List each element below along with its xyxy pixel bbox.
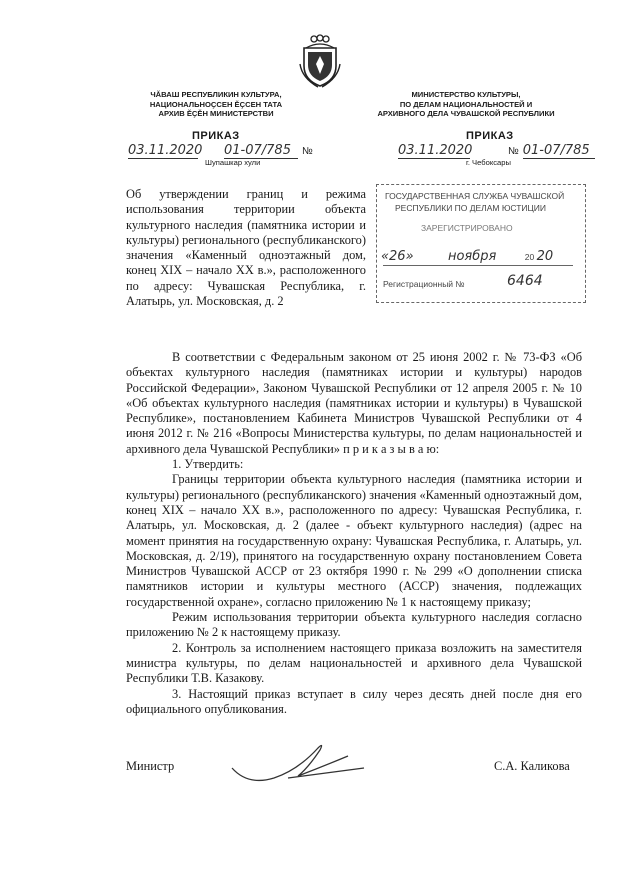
stamp-line-2: РЕСПУБЛИКИ ПО ДЕЛАМ ЮСТИЦИИ <box>395 203 547 213</box>
stamp-year: 20 <box>536 249 554 264</box>
stamp-line-3: ЗАРЕГИСТРИРОВАНО <box>421 223 513 233</box>
header-left-organization <box>106 90 326 119</box>
stamp-year-prefix: 20 <box>524 252 535 262</box>
body-paragraph: 2. Контроль за исполнением настоящего приказа возложить на заместителя министра культуры, по делам национальностей и архивного дела Чувашской Республики Т.В. Казакову. <box>126 640 582 686</box>
stamp-date-row <box>381 249 577 264</box>
header-left-line: АРХИВ ӖҪӖН МИНИСТЕРСТВИ <box>158 109 274 118</box>
stamp-day: «26» <box>381 249 414 264</box>
header-left-number: 01-07/785 <box>224 143 298 159</box>
chuvash-emblem-icon <box>298 34 342 88</box>
header-right-line: МИНИСТЕРСТВО КУЛЬТУРЫ, <box>411 90 521 99</box>
handwritten-signature-icon <box>228 738 370 788</box>
stamp-month: ноября <box>447 249 497 264</box>
header-right-number-sign: № <box>508 146 519 157</box>
header-left-line: НАЦИОНАЛЬНОҪСЕН ӖҪСЕН ТАТА <box>149 99 283 109</box>
body-paragraph: 1. Утвердить: <box>172 457 244 472</box>
header-left-number-sign: № <box>302 146 313 157</box>
header-right-city: г. Чебоксары <box>466 158 511 167</box>
signature-title: Министр <box>126 759 175 773</box>
body-paragraph: Режим использования территории объекта культурного наследия согласно приложению № 2 к настоящему приказу. <box>126 610 582 640</box>
header-left-date-row <box>128 141 333 159</box>
body-paragraph: Границы территории объекта культурного наследия (памятника истории и культуры) регионального (республиканского) значения «Каменный одноэтажный дом, конец XIX – начало XX в.», расположенного по адресу: Чувашская Республика, г. Алатырь, ул. Московская, д. 2 (далее - объект культурного наследия) (адрес на момент принятия на государственную охрану: Чувашская Республика, г. Алатырь, ул. Московская, д. 2/19), принятого на государственную охрану постановлением Совета Министров Чувашской АССР от 23 октября 1990 г. № 299 «О дополнении списка памятников истории и культуры местного (АССР) значения, подлежащих государственной охране», согласно приложению № 1 к настоящему приказу; <box>126 472 582 609</box>
header-right-line: ПО ДЕЛАМ НАЦИОНАЛЬНОСТЕЙ И <box>399 99 533 109</box>
header-right-date-row <box>398 141 598 159</box>
header-right-date: 03.11.2020 <box>398 143 473 158</box>
header-left-date: 03.11.2020 <box>128 143 203 158</box>
stamp-reg-number: 6464 <box>507 273 543 289</box>
header-right-line: АРХИВНОГО ДЕЛА ЧУВАШСКОЙ РЕСПУБЛИКИ <box>377 109 555 118</box>
body-paragraph: В соответствии с Федеральным законом от 25 июня 2002 г. № 73-ФЗ «Об объектах культурного наследия (памятниках истории и культуры) народов Российской Федерации», Законом Чувашской Республики от 12 апреля 2005 г. № 10 «Об объектах культурного наследия (памятниках истории и культуры) в Чувашской Республике», постановлением Кабинета Министров Чувашской Республики от 4 июня 2012 г. № 216 «Вопросы Министерства культуры, по делам национальностей и архивного дела Чувашской Республики» п р и к а з ы в а ю: <box>126 350 582 456</box>
body-paragraph: 3. Настоящий приказ вступает в силу через десять дней после дня его официального опубликования. <box>126 686 582 716</box>
stamp-reg-label: Регистрационный № <box>383 279 465 289</box>
header-right-organization <box>356 90 576 119</box>
registration-stamp <box>376 184 586 303</box>
header-left-line: ЧӐВАШ РЕСПУБЛИКИН КУЛЬТУРА, <box>150 90 282 99</box>
header-left-city: Шупашкар хули <box>205 158 261 167</box>
signature-name: С.А. Каликова <box>494 759 570 773</box>
document-subject: Об утверждении границ и режима использования территории объекта культурного наследия (памятника истории и культуры) регионального (республиканского) значения «Каменный одноэтажный дом, конец XIX – начало XX в.», расположенного по адресу: Чувашская Республика, г. Алатырь, ул. Московская, д. 2 <box>126 187 366 309</box>
header-left-prikaz: ПРИКАЗ <box>192 130 240 142</box>
header-right-prikaz: ПРИКАЗ <box>466 130 514 142</box>
header-right-number: 01-07/785 <box>523 143 595 159</box>
document-body <box>126 350 582 717</box>
stamp-line-1: ГОСУДАРСТВЕННАЯ СЛУЖБА ЧУВАШСКОЙ <box>385 191 565 201</box>
